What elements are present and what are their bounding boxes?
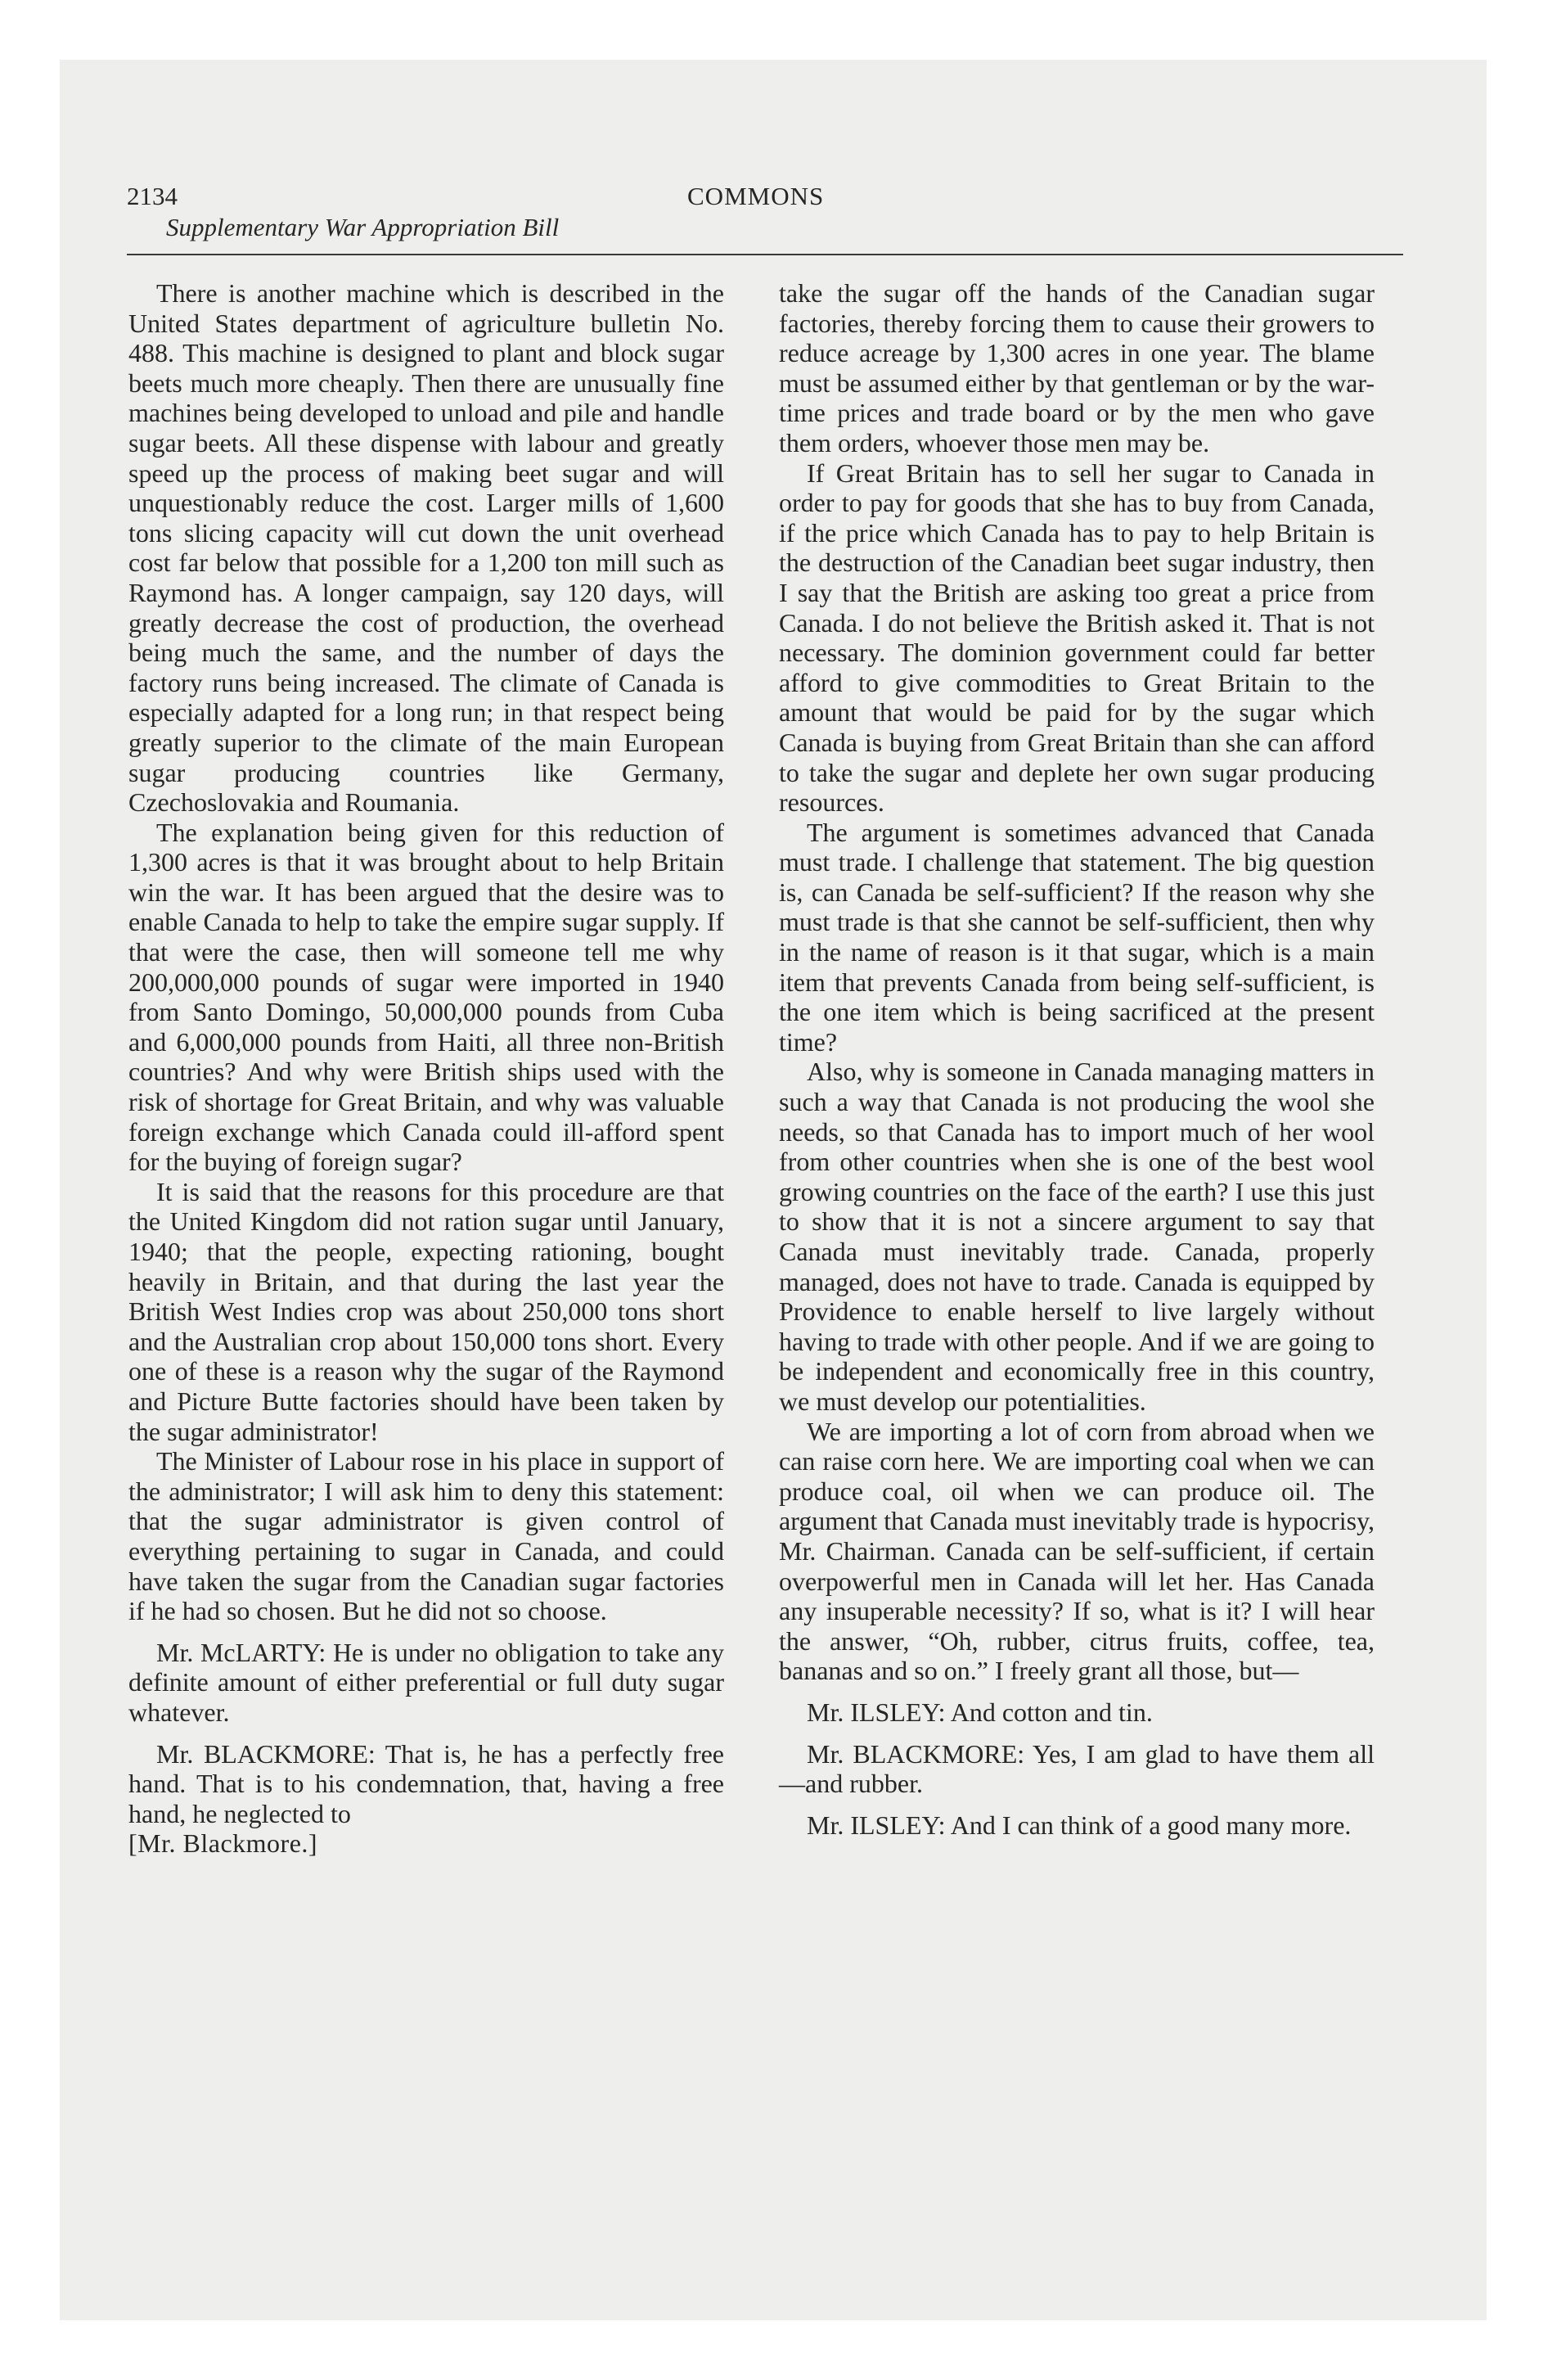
section-subhead: Supplementary War Appropriation Bill xyxy=(166,213,560,241)
paragraph: If Great Britain has to sell her sugar to Canada in order to pay for goods that she has to buy from Canada, if the price which Canada has to pay to help Britain is the destruction of the Canadian beet sugar industry, then I say that the British are asking too great a price from Canada. I do not believe the British asked it. That is not necessary. The dominion government could far better afford to give commodities to Great Britain to the amount that would be paid for by the sugar which Canada is buying from Great Britain than she can afford to take the sugar and deplete her own sugar producing resources. xyxy=(779,458,1375,818)
paragraph: take the sugar off the hands of the Canadian sugar factories, thereby forcing them to cause their growers to reduce acreage by 1,300 acres in one year. The blame must be assumed either by that gentleman or by the war-time prices and trade board or by the men who gave them orders, whoever those men may be. xyxy=(779,278,1375,458)
paragraph: There is another machine which is described in the United States department of agriculture bulletin No. 488. This machine is designed to plant and block sugar beets much more cheaply. Then there are unusually fine machines being developed to unload and pile and handle sugar beets. All these dispense with labour and greatly speed up the process of making beet sugar and will unquestionably reduce the cost. Larger mills of 1,600 tons slicing capacity will cut down the unit overhead cost far below that possible for a 1,200 ton mill such as Raymond has. A longer campaign, say 120 days, will greatly decrease the cost of production, the overhead being much the same, and the number of days the factory runs being increased. The climate of Canada is especially adapted for a long run; in that respect being greatly superior to the climate of the main European sugar producing countries like Germany, Czechoslovakia and Roumania. xyxy=(128,278,724,818)
header-rule xyxy=(127,254,1403,255)
document-page xyxy=(127,180,1403,1859)
speaker-paragraph: Mr. ILSLEY: And cotton and tin. xyxy=(807,1697,1153,1727)
paragraph: The explanation being given for this reduction of 1,300 acres is that it was brought about to help Britain win the war. It has been argued that the desire was to enable Canada to help to take the empire sugar supply. If that were the case, then will someone tell me why 200,000,000 pounds of sugar were imported in 1940 from Santo Domingo, 50,000,000 pounds from Cuba and 6,000,000 pounds from Haiti, all three non-British countries? And why were British ships used with the risk of shortage for Great Britain, and why was valuable foreign exchange which Canada could ill-afford spent for the buying of foreign sugar? xyxy=(128,817,724,1177)
speaker-footnote: [Mr. Blackmore.] xyxy=(128,1828,318,1859)
right-column xyxy=(779,278,1375,1840)
paragraph: It is said that the reasons for this procedure are that the United Kingdom did not ration sugar until January, 1940; that the people, expecting rationing, bought heavily in Britain, and that during the last year the British West Indies crop was about 250,000 tons short and the Australian crop about 150,000 tons short. Every one of these is a reason why the sugar of the Raymond and Picture Butte factories should have been taken by the sugar administrator! xyxy=(128,1176,724,1446)
speaker-paragraph: Mr. BLACKMORE: Yes, I am glad to have them all—and rubber. xyxy=(779,1738,1375,1799)
speaker-paragraph: Mr. McLARTY: He is under no obligation to take any definite amount of either preferential or full duty sugar whatever. xyxy=(128,1637,724,1727)
page-header xyxy=(127,180,1403,213)
speaker-paragraph: Mr. BLACKMORE: That is, he has a perfectly free hand. That is to his condemnation, that, having a free hand, he neglected to xyxy=(128,1738,724,1828)
running-head: COMMONS xyxy=(687,182,825,210)
paragraph: The Minister of Labour rose in his place in support of the administrator; I will ask him to deny this statement: that the sugar administrator is given control of everything pertaining to sugar in Canada, and could have taken the sugar from the Canadian sugar factories if he had so chosen. But he did not so choose. xyxy=(128,1446,724,1626)
page-number: 2134 xyxy=(127,182,178,210)
speaker-paragraph: Mr. ILSLEY: And I can think of a good many more. xyxy=(807,1810,1352,1840)
paragraph: Also, why is someone in Canada managing matters in such a way that Canada is not producing the wool she needs, so that Canada has to import much of her wool from other countries when she is one of the best wool growing countries on the face of the earth? I use this just to show that it is not a sincere argument to say that Canada must inevitably trade. Canada, properly managed, does not have to trade. Canada is equipped by Providence to enable herself to live largely without having to trade with other people. And if we are going to be independent and economically free in this country, we must develop our potentialities. xyxy=(779,1057,1375,1416)
left-column xyxy=(128,278,724,1859)
paragraph: We are importing a lot of corn from abroad when we can raise corn here. We are importing coal when we can produce coal, oil when we can produce oil. The argument that Canada must inevitably trade is hypocrisy, Mr. Chairman. Canada can be self-sufficient, if certain overpowerful men in Canada will let her. Has Canada any insuperable necessity? If so, what is it? I will hear the answer, “Oh, rubber, citrus fruits, coffee, tea, bananas and so on.” I freely grant all those, but— xyxy=(779,1416,1375,1686)
paragraph: The argument is sometimes advanced that Canada must trade. I challenge that statement. The big question is, can Canada be self-sufficient? If the reason why she must trade is that she cannot be self-sufficient, then why in the name of reason is it that sugar, which is a main item that prevents Canada from being self-sufficient, is the one item which is being sacrificed at the present time? xyxy=(779,817,1375,1057)
